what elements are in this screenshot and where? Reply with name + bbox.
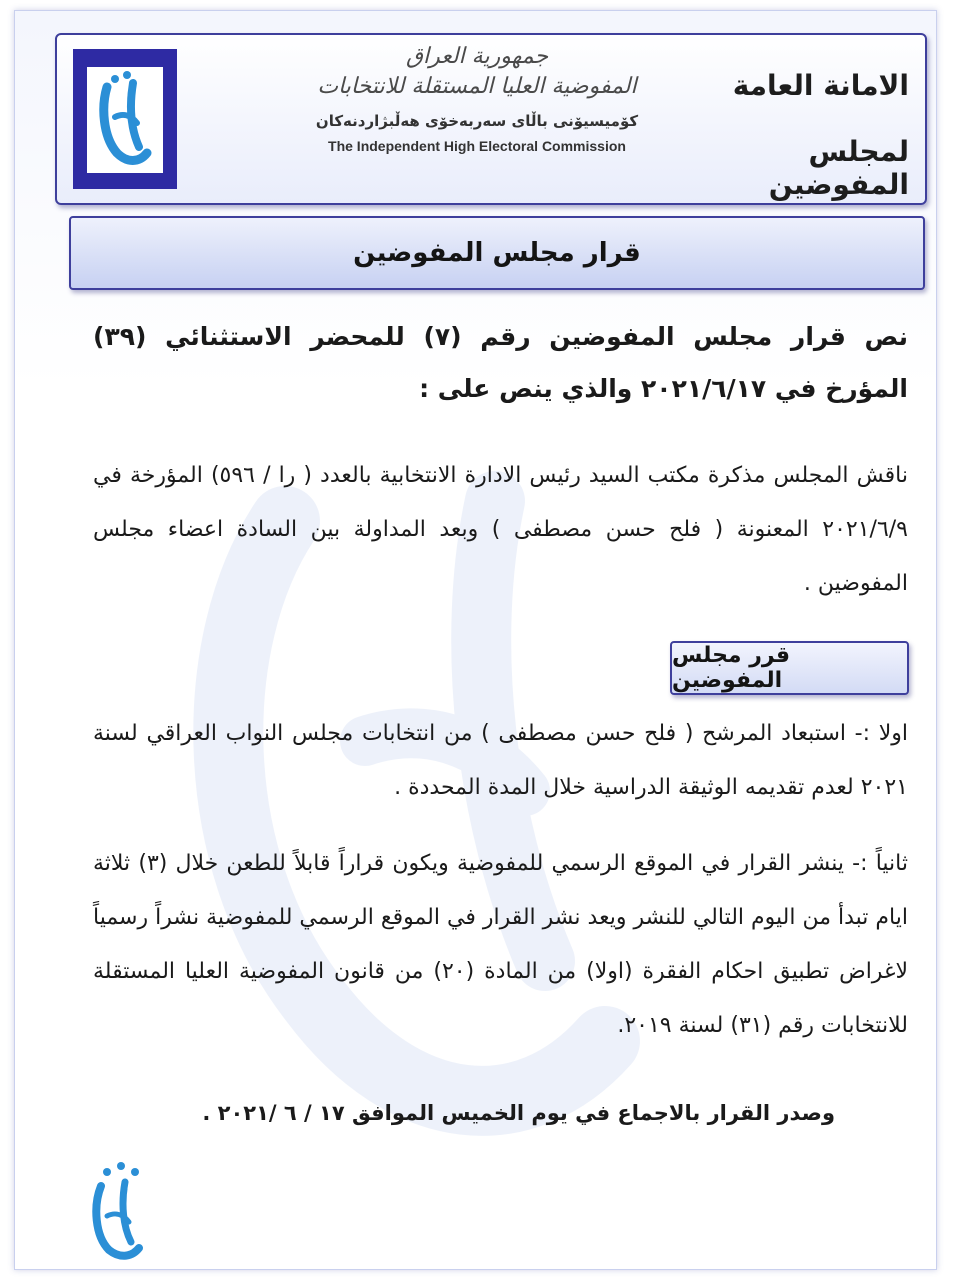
decision-heading: قرر مجلس المفوضين <box>670 641 909 695</box>
organization-name-block <box>307 43 647 157</box>
org-name-english: The Independent High Electoral Commission <box>328 138 626 154</box>
decision-item-2: ثانياً :- ينشر القرار في الموقع الرسمي للمفوضية ويكون قراراً قابلاً للطعن خلال (٣) ثلاثة ايام تبدأ من اليوم التالي للنشر ويعد نشر القرار في الموقع الرسمي للمفوضية نشراً رسمياً لاغراض تطبيق احكام الفقرة (اولا) من المادة (٢٠) من قانون المفوضية العليا المستقلة للانتخابات رقم (٣١) لسنة ٢٠١٩. <box>93 851 908 1038</box>
org-name-ar-line2: المفوضية العليا المستقلة للانتخابات <box>317 74 637 99</box>
department-line2: لمجلس المفوضين <box>768 135 909 201</box>
org-name-kurdish: كۆمیسیۆنی باڵای سەربەخۆی هەڵبژاردنەکان <box>315 112 639 130</box>
closing-statement: وصدر القرار بالاجماع في يوم الخميس الموافق ١٧ / ٦ /٢٠٢١ . <box>202 1101 835 1125</box>
header-box <box>55 33 927 205</box>
ihec-logo-icon <box>73 49 177 189</box>
org-name-ar-line1: جمهورية العراق <box>405 44 549 69</box>
decision-item-1: اولا :- استبعاد المرشح ( فلح حسن مصطفى ) من انتخابات مجلس النواب العراقي لسنة ٢٠٢١ لعدم تقديمه الوثيقة الدراسية خلال المدة المحددة . <box>93 721 908 800</box>
department-line1: الامانة العامة <box>732 69 909 102</box>
footer-logo-icon <box>83 1156 153 1266</box>
discussion-paragraph: ناقش المجلس مذكرة مكتب السيد رئيس الادارة الانتخابية بالعدد ( را / ٥٩٦) المؤرخة في ٢٠٢١/٦/٩ المعنونة ( فلح حسن مصطفى ) وبعد المداولة بين السادة اعضاء مجلس المفوضين . <box>93 463 908 596</box>
intro-text: نص قرار مجلس المفوضين رقم (٧) للمحضر الاستثنائي (٣٩) المؤرخ في ٢٠٢١/٦/١٧ والذي ينص على : <box>93 322 908 403</box>
document-page <box>14 10 937 1270</box>
document-title: قرار مجلس المفوضين <box>69 216 925 290</box>
